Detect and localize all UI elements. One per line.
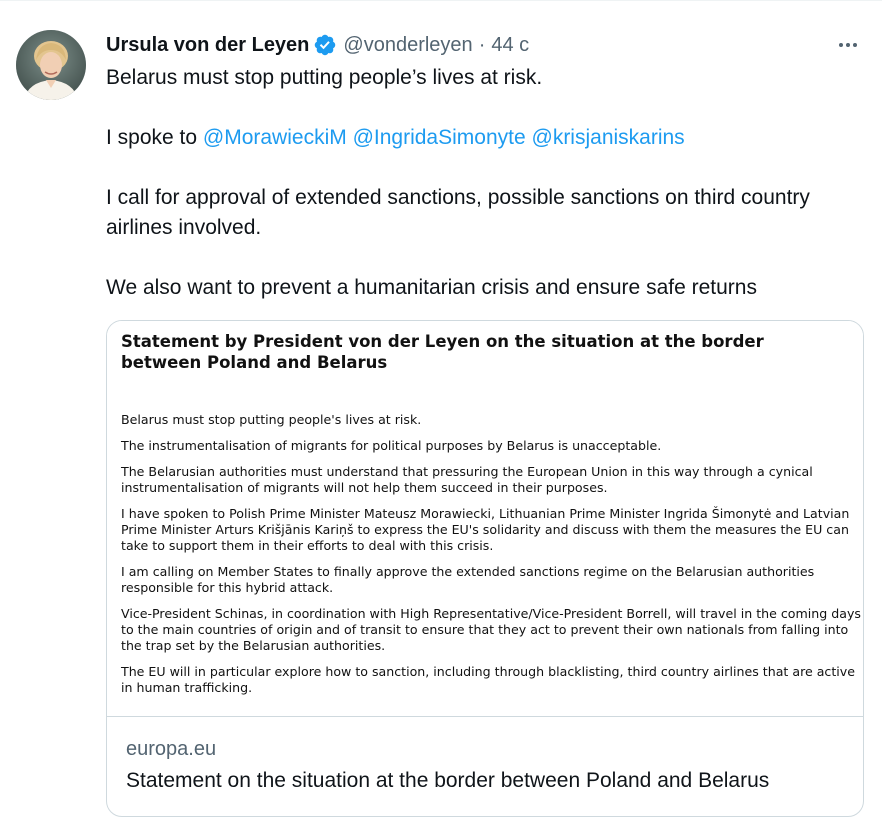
avatar[interactable] (16, 30, 86, 100)
mention-link[interactable]: @krisjaniskarins (531, 126, 685, 149)
separator-dot: · (478, 33, 486, 56)
card-image[interactable] (107, 321, 863, 717)
card-title: Statement on the situation at the border between Poland and Belarus (126, 769, 770, 792)
verified-badge-icon (313, 33, 337, 57)
card-domain: europa.eu (126, 738, 217, 760)
tweet-paragraph-mentions (106, 123, 866, 153)
mention-link[interactable]: @MorawieckiM (202, 126, 347, 149)
link-preview-card[interactable] (106, 320, 864, 817)
handle[interactable]: @vonderleyen (343, 33, 473, 56)
tweet-paragraph: We also want to prevent a humanitarian crisis and ensure safe returns (106, 276, 757, 299)
mention-link[interactable]: @IngridaSimonyte (352, 126, 526, 149)
document-body (121, 412, 861, 706)
timestamp[interactable]: 44 с (491, 33, 530, 56)
tweet-paragraph: Belarus must stop putting people’s lives at risk. (106, 66, 543, 89)
document-paragraph: Belarus must stop putting people's lives at risk. (121, 412, 422, 427)
document-paragraph: I am calling on Member States to finally approve the extended sanctions regime on the Belarusian authorities responsible for this hybrid attack. (121, 564, 815, 595)
document-paragraph: I have spoken to Polish Prime Minister Mateusz Morawiecki, Lithuanian Prime Minister Ingrida Šimonytė and Latvian Prime Minister Arturs Krišjānis Kariņš to express the EU's solidarity and discuss with them the measures the EU can take to support them in their efforts to deal with this crisis. (121, 506, 850, 553)
document-paragraph: Vice-President Schinas, in coordination with High Representative/Vice-President Borrell, will travel in the coming days to the main countries of origin and of transit to ensure that they act to prevent their own nationals from falling into the trap set by the Belarusian authorities. (121, 606, 861, 653)
mentions-prefix: I spoke to (106, 126, 203, 149)
more-options-icon[interactable] (834, 33, 862, 57)
tweet-header (106, 32, 529, 58)
tweet-paragraph: I call for approval of extended sanctions, possible sanctions on third country airlines involved. (106, 186, 810, 239)
document-title: Statement by President von der Leyen on the situation at the border between Poland and Belarus (121, 332, 764, 372)
tweet-text (106, 63, 866, 303)
display-name[interactable]: Ursula von der Leyen (106, 33, 310, 56)
document-paragraph: The EU will in particular explore how to sanction, including through blacklisting, third country airlines that are active in human trafficking. (121, 664, 855, 695)
card-footer[interactable] (107, 717, 863, 817)
profile-photo (16, 30, 86, 100)
document-paragraph: The instrumentalisation of migrants for political purposes by Belarus is unacceptable. (121, 438, 662, 453)
document-paragraph: The Belarusian authorities must understand that pressuring the European Union in this way through a cynical instrumentalisation of migrants will not help them succeed in their purposes. (121, 464, 813, 495)
